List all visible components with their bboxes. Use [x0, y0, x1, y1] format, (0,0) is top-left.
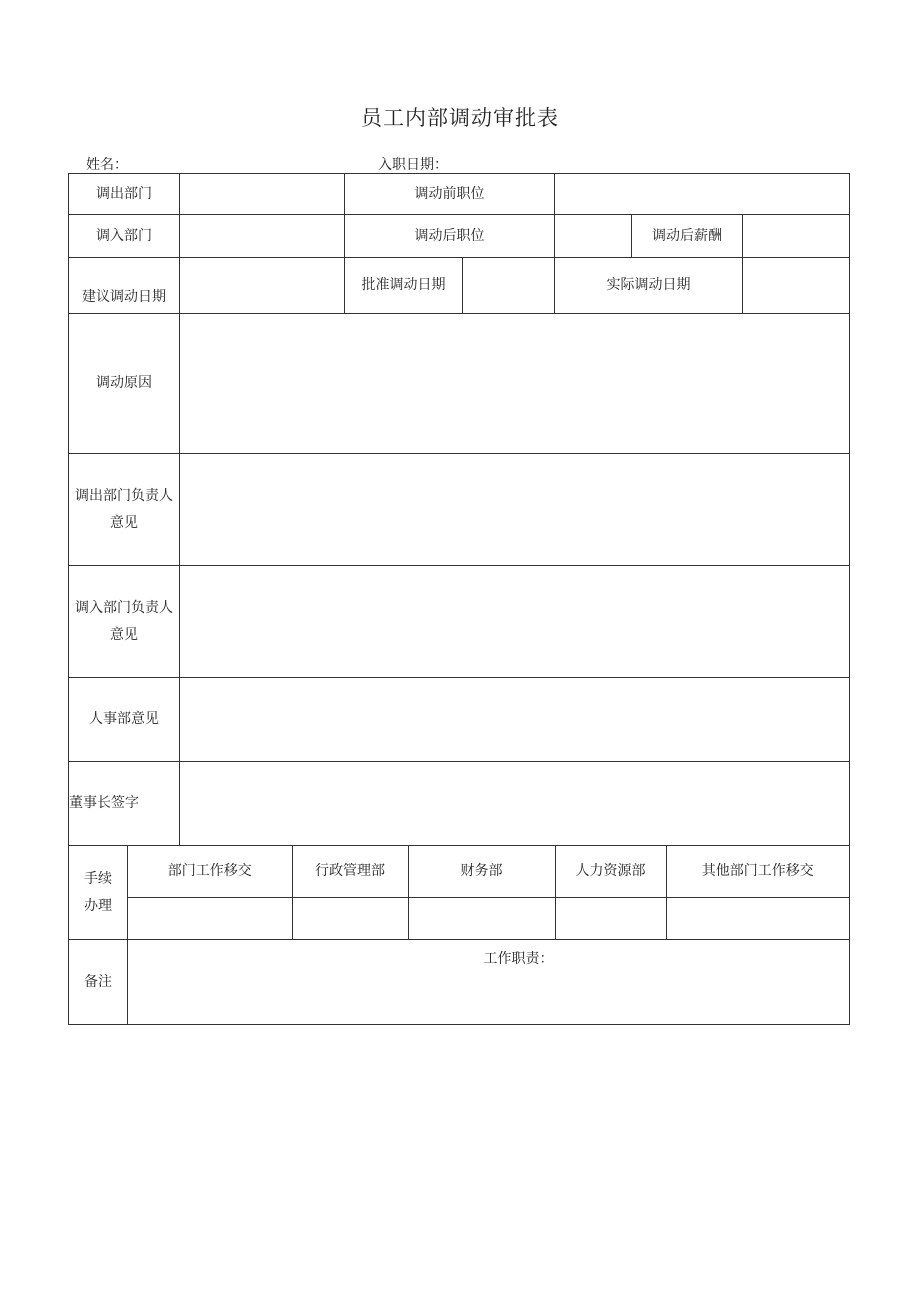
- handover-other-header: 其他部门工作移交: [666, 846, 849, 897]
- to-dept-field[interactable]: [180, 215, 345, 258]
- position-after-label: 调动后职位: [345, 215, 555, 258]
- handover-admin-field[interactable]: [292, 897, 408, 939]
- salary-after-label: 调动后薪酬: [632, 215, 743, 258]
- actual-date-label: 实际调动日期: [555, 258, 743, 314]
- chairman-signature-field[interactable]: [180, 762, 850, 846]
- procedures-label: [69, 846, 128, 940]
- procedures-line2: 办理: [84, 897, 112, 914]
- suggested-date-label: 建议调动日期: [69, 258, 180, 314]
- handover-hr-header: 人力资源部: [555, 846, 666, 897]
- hr-opinion-field[interactable]: [180, 678, 850, 762]
- job-duties-label: 工作职责：: [483, 951, 554, 967]
- chairman-signature-label: 董事长签字: [69, 762, 180, 846]
- handover-dept-work-field[interactable]: [128, 897, 292, 939]
- procedures-line1: 手续: [84, 870, 112, 887]
- position-before-field[interactable]: [555, 174, 850, 215]
- approved-date-label: 批准调动日期: [345, 258, 463, 314]
- form-title: 员工内部调动审批表: [361, 106, 559, 130]
- name-label: 姓名：: [86, 157, 128, 173]
- remarks-field[interactable]: [128, 940, 850, 1025]
- position-after-field[interactable]: [555, 215, 632, 258]
- handover-admin-header: 行政管理部: [292, 846, 408, 897]
- from-dept-label: 调出部门: [69, 174, 180, 215]
- to-dept-head-opinion-label: [69, 566, 180, 678]
- approval-form-table: [68, 173, 850, 1025]
- from-dept-head-opinion-label: [69, 454, 180, 566]
- handover-finance-header: 财务部: [408, 846, 555, 897]
- from-dept-head-opinion-line2: 意见: [110, 514, 138, 531]
- salary-after-field[interactable]: [743, 215, 850, 258]
- to-dept-head-opinion-line2: 意见: [110, 626, 138, 643]
- suggested-date-field[interactable]: [180, 258, 345, 314]
- hr-opinion-label: 人事部意见: [69, 678, 180, 762]
- reason-field[interactable]: [180, 314, 850, 454]
- handover-dept-work-header: 部门工作移交: [128, 846, 292, 897]
- position-before-label: 调动前职位: [345, 174, 555, 215]
- to-dept-head-opinion-line1: 调入部门负责人: [75, 599, 173, 616]
- from-dept-head-opinion-line1: 调出部门负责人: [75, 487, 173, 504]
- handover-hr-field[interactable]: [555, 897, 666, 939]
- remarks-label: 备注: [69, 940, 128, 1025]
- to-dept-head-opinion-field[interactable]: [180, 566, 850, 678]
- handover-table: [128, 846, 849, 939]
- reason-label: 调动原因: [69, 314, 180, 454]
- handover-finance-field[interactable]: [408, 897, 555, 939]
- approved-date-field[interactable]: [463, 258, 555, 314]
- actual-date-field[interactable]: [743, 258, 850, 314]
- hire-date-label: 入职日期：: [378, 157, 448, 173]
- to-dept-label: 调入部门: [69, 215, 180, 258]
- from-dept-field[interactable]: [180, 174, 345, 215]
- from-dept-head-opinion-field[interactable]: [180, 454, 850, 566]
- handover-section: [128, 846, 850, 940]
- handover-other-field[interactable]: [666, 897, 849, 939]
